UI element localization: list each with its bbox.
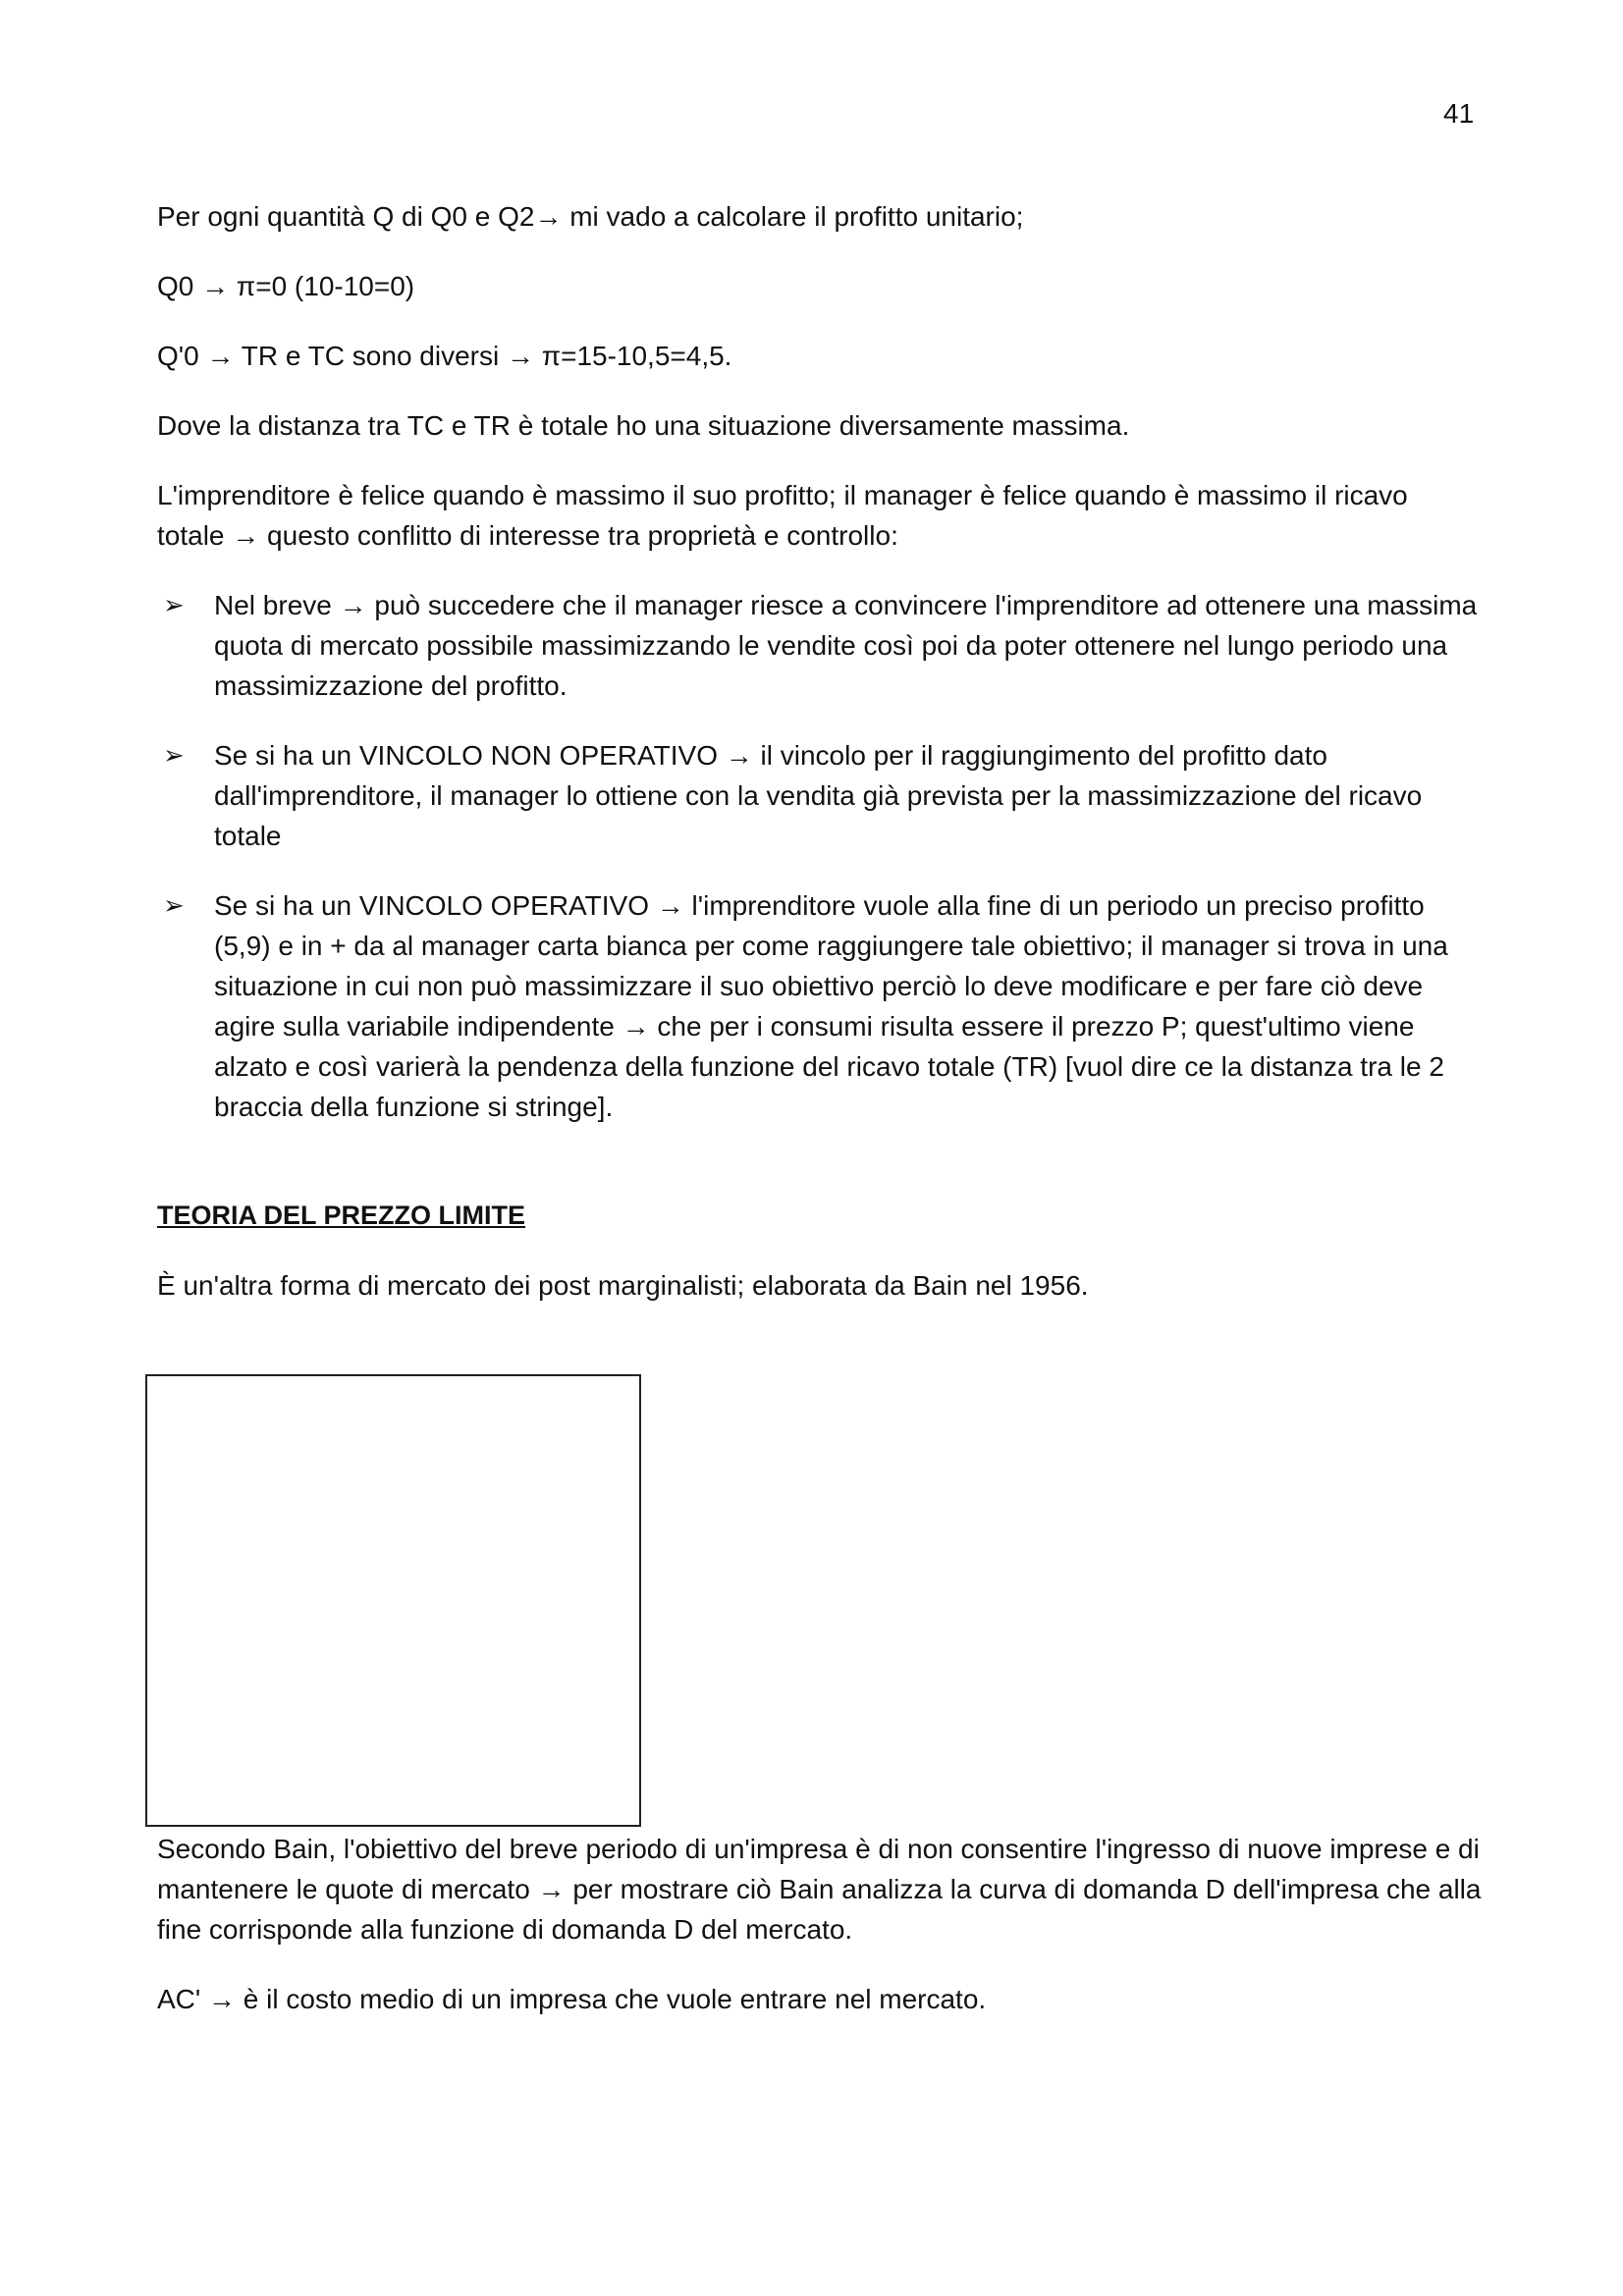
paragraph-q0: Q0 → π=0 (10-10=0) xyxy=(157,271,415,301)
paragraph-profitto-unitario: Per ogni quantità Q di Q0 e Q2→ mi vado a calcolare il profitto unitario; xyxy=(157,201,1024,232)
list-item xyxy=(157,585,1483,706)
page-number: 41 xyxy=(1443,98,1475,129)
bullet-list xyxy=(157,585,1483,1127)
paragraph-ac-prime: AC' → è il costo medio di un impresa che vuole entrare nel mercato. xyxy=(157,1984,987,2014)
bullet-text: Nel breve → può succedere che il manager riesce a convincere l'imprenditore ad ottenere una massima quota di mercato possibile massimizzando le vendite così poi da poter ottenere nel lungo periodo una massimizzazione del profitto. xyxy=(214,590,1478,701)
section-intro: È un'altra forma di mercato dei post marginalisti; elaborata da Bain nel 1956. xyxy=(157,1270,1089,1301)
paragraph-q-prime-0: Q'0 → TR e TC sono diversi → π=15-10,5=4,5. xyxy=(157,341,732,371)
section-heading: TEORIA DEL PREZZO LIMITE xyxy=(157,1201,526,1230)
list-item xyxy=(157,885,1483,1127)
bullet-text: Se si ha un VINCOLO OPERATIVO → l'imprenditore vuole alla fine di un periodo un preciso profitto (5,9) e in + da al manager carta bianca per come raggiungere tale obiettivo; il manager si trova in una situazione in cui non può massimizzare il suo obiettivo perciò lo deve modificare e per fare ciò deve agire sulla variabile indipendente → che per i consumi risulta essere il prezzo P; quest'ultimo viene alzato e così varierà la pendenza della funzione del ricavo totale (TR) [vuol dire ce la distanza tra le 2 braccia della funzione si stringe]. xyxy=(214,890,1448,1122)
document-body xyxy=(157,196,1483,2049)
bullet-text: Se si ha un VINCOLO NON OPERATIVO → il vincolo per il raggiungimento del profitto dato dall'imprenditore, il manager lo ottiene con la vendita già prevista per la massimizzazione del ricavo totale xyxy=(214,740,1423,851)
arrow-bullet-icon: ➢ xyxy=(163,890,185,920)
paragraph-bain: Secondo Bain, l'obiettivo del breve periodo di un'impresa è di non consentire l'ingresso di nuove imprese e di mantenere le quote di mercato → per mostrare ciò Bain analizza la curva di domanda D dell'impresa che alla fine corrisponde alla funzione di domanda D del mercato. xyxy=(157,1834,1482,1945)
paragraph-distanza: Dove la distanza tra TC e TR è totale ho una situazione diversamente massima. xyxy=(157,410,1130,441)
empty-figure-frame xyxy=(145,1374,641,1827)
arrow-bullet-icon: ➢ xyxy=(163,740,185,770)
paragraph-imprenditore: L'imprenditore è felice quando è massimo il suo profitto; il manager è felice quando è massimo il ricavo totale → questo conflitto di interesse tra proprietà e controllo: xyxy=(157,480,1408,551)
arrow-bullet-icon: ➢ xyxy=(163,590,185,619)
list-item xyxy=(157,735,1483,856)
